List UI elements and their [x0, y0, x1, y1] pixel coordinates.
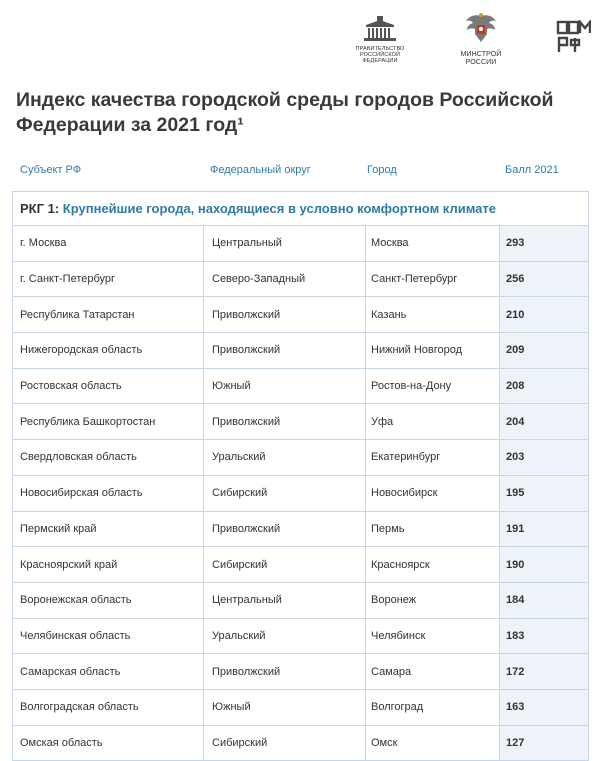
score-cell: 190 [499, 547, 588, 582]
column-header-subject: Субъект РФ [20, 164, 82, 176]
column-header-score: Балл 2021 [505, 164, 559, 176]
column-header-city: Город [367, 164, 397, 176]
city-cell: Омск [365, 726, 499, 761]
score-cell: 184 [499, 583, 588, 618]
score-cell: 209 [499, 333, 588, 368]
city-cell: Воронеж [365, 583, 499, 618]
city-cell: Уфа [365, 404, 499, 439]
district-cell: Приволжский [203, 404, 365, 439]
group-title [13, 192, 588, 226]
city-cell: Санкт-Петербург [365, 262, 499, 297]
score-cell: 127 [499, 726, 588, 761]
table-row [13, 369, 588, 405]
subject-cell: Ростовская область [20, 380, 122, 393]
table-row [13, 226, 588, 262]
ranking-table [12, 191, 589, 761]
subject-cell: Воронежская область [20, 594, 132, 607]
city-cell: Волгоград [365, 690, 499, 725]
subject-cell: Республика Башкортостан [20, 415, 156, 428]
score-cell: 293 [499, 226, 588, 261]
score-cell: 204 [499, 404, 588, 439]
district-cell: Сибирский [203, 476, 365, 511]
subject-cell: Челябинская область [20, 629, 131, 642]
city-cell: Пермь [365, 512, 499, 547]
subject-cell: Республика Татарстан [20, 308, 135, 321]
table-row [13, 654, 588, 690]
table-row [13, 297, 588, 333]
subject-cell: Красноярский край [20, 558, 118, 571]
city-cell: Казань [365, 297, 499, 332]
score-cell: 195 [499, 476, 588, 511]
table-row [13, 333, 588, 369]
district-cell: Центральный [203, 583, 365, 618]
government-building-icon [360, 16, 400, 42]
district-cell: Сибирский [203, 726, 365, 761]
table-row [13, 583, 588, 619]
subject-cell: Самарская область [20, 665, 121, 678]
table-row [13, 262, 588, 298]
city-cell: Ростов-на-Дону [365, 369, 499, 404]
district-cell: Уральский [203, 440, 365, 475]
subject-cell: Омская область [20, 736, 103, 749]
subject-cell: Новосибирская область [20, 487, 143, 500]
city-cell: Челябинск [365, 619, 499, 654]
district-cell: Приволжский [203, 654, 365, 689]
district-cell: Южный [203, 690, 365, 725]
subject-cell: Нижегородская область [20, 344, 143, 357]
score-cell: 208 [499, 369, 588, 404]
subject-cell: Волгоградская область [20, 701, 139, 714]
table-row [13, 440, 588, 476]
subject-cell: г. Санкт-Петербург [20, 273, 116, 286]
score-cell: 191 [499, 512, 588, 547]
header-logos [0, 10, 600, 70]
column-header-district: Федеральный округ [210, 164, 311, 176]
page-title: Индекс качества городской среды городов Российской Федерации за 2021 год¹ [16, 89, 554, 136]
table-row [13, 690, 588, 726]
table-row [13, 619, 588, 655]
table-row [13, 476, 588, 512]
government-logo [345, 16, 415, 64]
score-cell: 256 [499, 262, 588, 297]
group-label: РКГ 1: [20, 201, 60, 216]
column-headers [16, 164, 584, 182]
subject-cell: г. Москва [20, 237, 67, 250]
domrf-logo [553, 20, 593, 58]
score-cell: 172 [499, 654, 588, 689]
table-row [13, 726, 588, 761]
table-row [13, 512, 588, 548]
district-cell: Северо-Западный [203, 262, 365, 297]
score-cell: 203 [499, 440, 588, 475]
city-cell: Москва [365, 226, 499, 261]
ministry-caption: МИНСТРОЙ РОССИИ [460, 51, 502, 66]
district-cell: Центральный [203, 226, 365, 261]
score-cell: 163 [499, 690, 588, 725]
district-cell: Приволжский [203, 512, 365, 547]
table-row [13, 547, 588, 583]
ministry-logo [450, 12, 512, 66]
city-cell: Нижний Новгород [365, 333, 499, 368]
government-caption: ПРАВИТЕЛЬСТВО РОССИЙСКОЙ ФЕДЕРАЦИИ [355, 46, 405, 64]
subject-cell: Пермский край [20, 522, 97, 535]
group-description: Крупнейшие города, находящиеся в условно комфортном климате [62, 201, 496, 216]
district-cell: Уральский [203, 619, 365, 654]
city-cell: Екатеринбург [365, 440, 499, 475]
district-cell: Сибирский [203, 547, 365, 582]
subject-cell: Свердловская область [20, 451, 137, 464]
table-row [13, 404, 588, 440]
district-cell: Приволжский [203, 333, 365, 368]
double-eagle-emblem-icon [463, 12, 499, 46]
district-cell: Приволжский [203, 297, 365, 332]
table-body [13, 226, 588, 760]
domrf-logo-icon [555, 20, 591, 54]
district-cell: Южный [203, 369, 365, 404]
city-cell: Красноярск [365, 547, 499, 582]
city-cell: Новосибирск [365, 476, 499, 511]
city-cell: Самара [365, 654, 499, 689]
score-cell: 210 [499, 297, 588, 332]
score-cell: 183 [499, 619, 588, 654]
